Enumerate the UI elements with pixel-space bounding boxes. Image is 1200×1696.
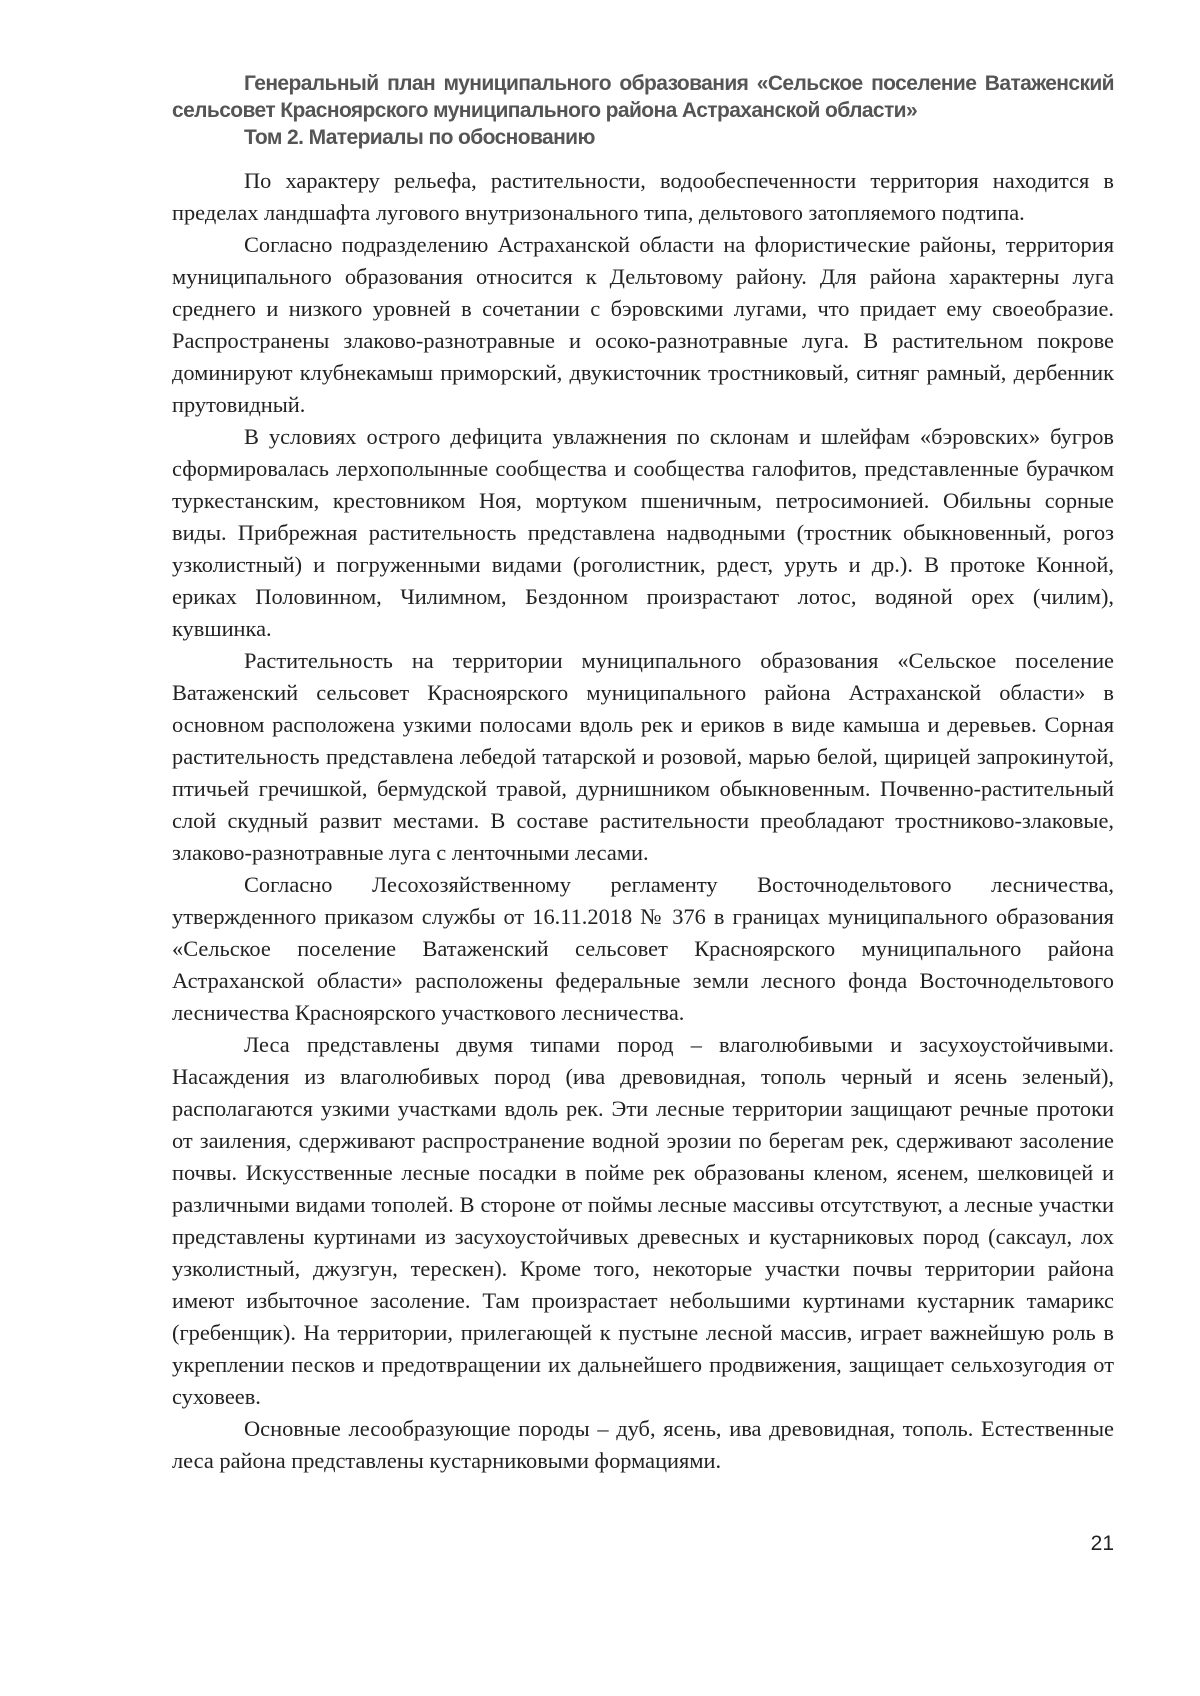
paragraph-relief: По характеру рельефа, растительности, водообеспеченности территория находится в пределах ландшафта лугового внутризонального типа, дельтового затопляемого подтипа. [172, 168, 1114, 225]
paragraph-forest-types: Леса представлены двумя типами пород – влаголюбивыми и засухоустойчивыми. Насаждения из влаголюбивых пород (ива древовидная, тополь черный и ясень зеленый), располагаются узкими участками вдоль рек. Эти лесные территории защищают речные протоки от заиления, сдерживают распространение водной эрозии по берегам рек, сдерживают засоление почвы. Искусственные лесные посадки в пойме рек образованы кленом, ясенем, шелковицей и различными видами тополей. В стороне от поймы лесные массивы отсутствуют, а лесные участки представлены куртинами из засухоустойчивых древесных и кустарниковых пород (саксаул, лох узколистный, джузгун, терескен). Кроме того, некоторые участки почвы территории района имеют избыточное засоление. Там произрастает небольшими куртинами кустарник тамарикс (гребенщик). На территории, прилегающей к пустыне лесной массив, играет важнейшую роль в укреплении песков и предотвращении их дальнейшего продвижения, защищает сельхозугодия от суховеев. [172, 1032, 1114, 1409]
paragraph-main-species: Основные лесообразующие породы – дуб, ясень, ива древовидная, тополь. Естественные леса района представлены кустарниковыми формациями. [172, 1416, 1114, 1473]
header-title-line-1: Генеральный план муниципального образования «Сельское поселение Ватаженский [244, 72, 1114, 95]
page-number: 21 [1090, 1532, 1114, 1555]
paragraph-floristic-regions: Согласно подразделению Астраханской области на флористические районы, территория муниципального образования относится к Дельтовому району. Для района характерны луга среднего и низкого уровней в сочетании с бэровскими лугами, что придает ему своеобразие. Распространены злаково-разнотравные и осоко-разнотравные луга. В растительном покрове доминируют клубнекамыш приморский, двукисточник тростниковый, ситняг рамный, дербенник прутовидный. [172, 232, 1114, 417]
paragraph-vegetation: Растительность на территории муниципального образования «Сельское поселение Ватаженский сельсовет Красноярского муниципального района Астраханской области» в основном расположена узкими полосами вдоль рек и ериков в виде камыша и деревьев. Сорная растительность представлена лебедой татарской и розовой, марью белой, щирицей запрокинутой, птичьей гречишкой, бермудской травой, дурнишником обыкновенным. Почвенно-растительный слой скудный развит местами. В составе растительности преобладают тростниково-злаковые, злаково-разнотравные луга с ленточными лесами. [172, 648, 1114, 865]
document-header [172, 70, 1114, 151]
paragraph-forestry-regulation: Согласно Лесохозяйственному регламенту Восточнодельтового лесничества, утвержденного приказом службы от 16.11.2018 № 376 в границах муниципального образования «Сельское поселение Ватаженский сельсовет Красноярского муниципального района Астраханской области» расположены федеральные земли лесного фонда Восточнодельтового лесничества Красноярского участкового лесничества. [172, 872, 1114, 1025]
document-body [172, 165, 1114, 1477]
header-volume-title: Том 2. Материалы по обоснованию [244, 126, 595, 149]
paragraph-moisture-deficit: В условиях острого дефицита увлажнения по склонам и шлейфам «бэровских» бугров сформировалась лерхополынные сообщества и сообщества галофитов, представленные бурачком туркестанским, крестовником Ноя, мортуком пшеничным, петросимонией. Обильны сорные виды. Прибрежная растительность представлена надводными (тростник обыкновенный, рогоз узколистный) и погруженными видами (роголистник, рдест, уруть и др.). В протоке Конной, ериках Половинном, Чилимном, Бездонном произрастают лотос, водяной орех (чилим), кувшинка. [172, 424, 1114, 641]
header-title-line-2: сельсовет Красноярского муниципального района Астраханской области» [172, 99, 918, 122]
